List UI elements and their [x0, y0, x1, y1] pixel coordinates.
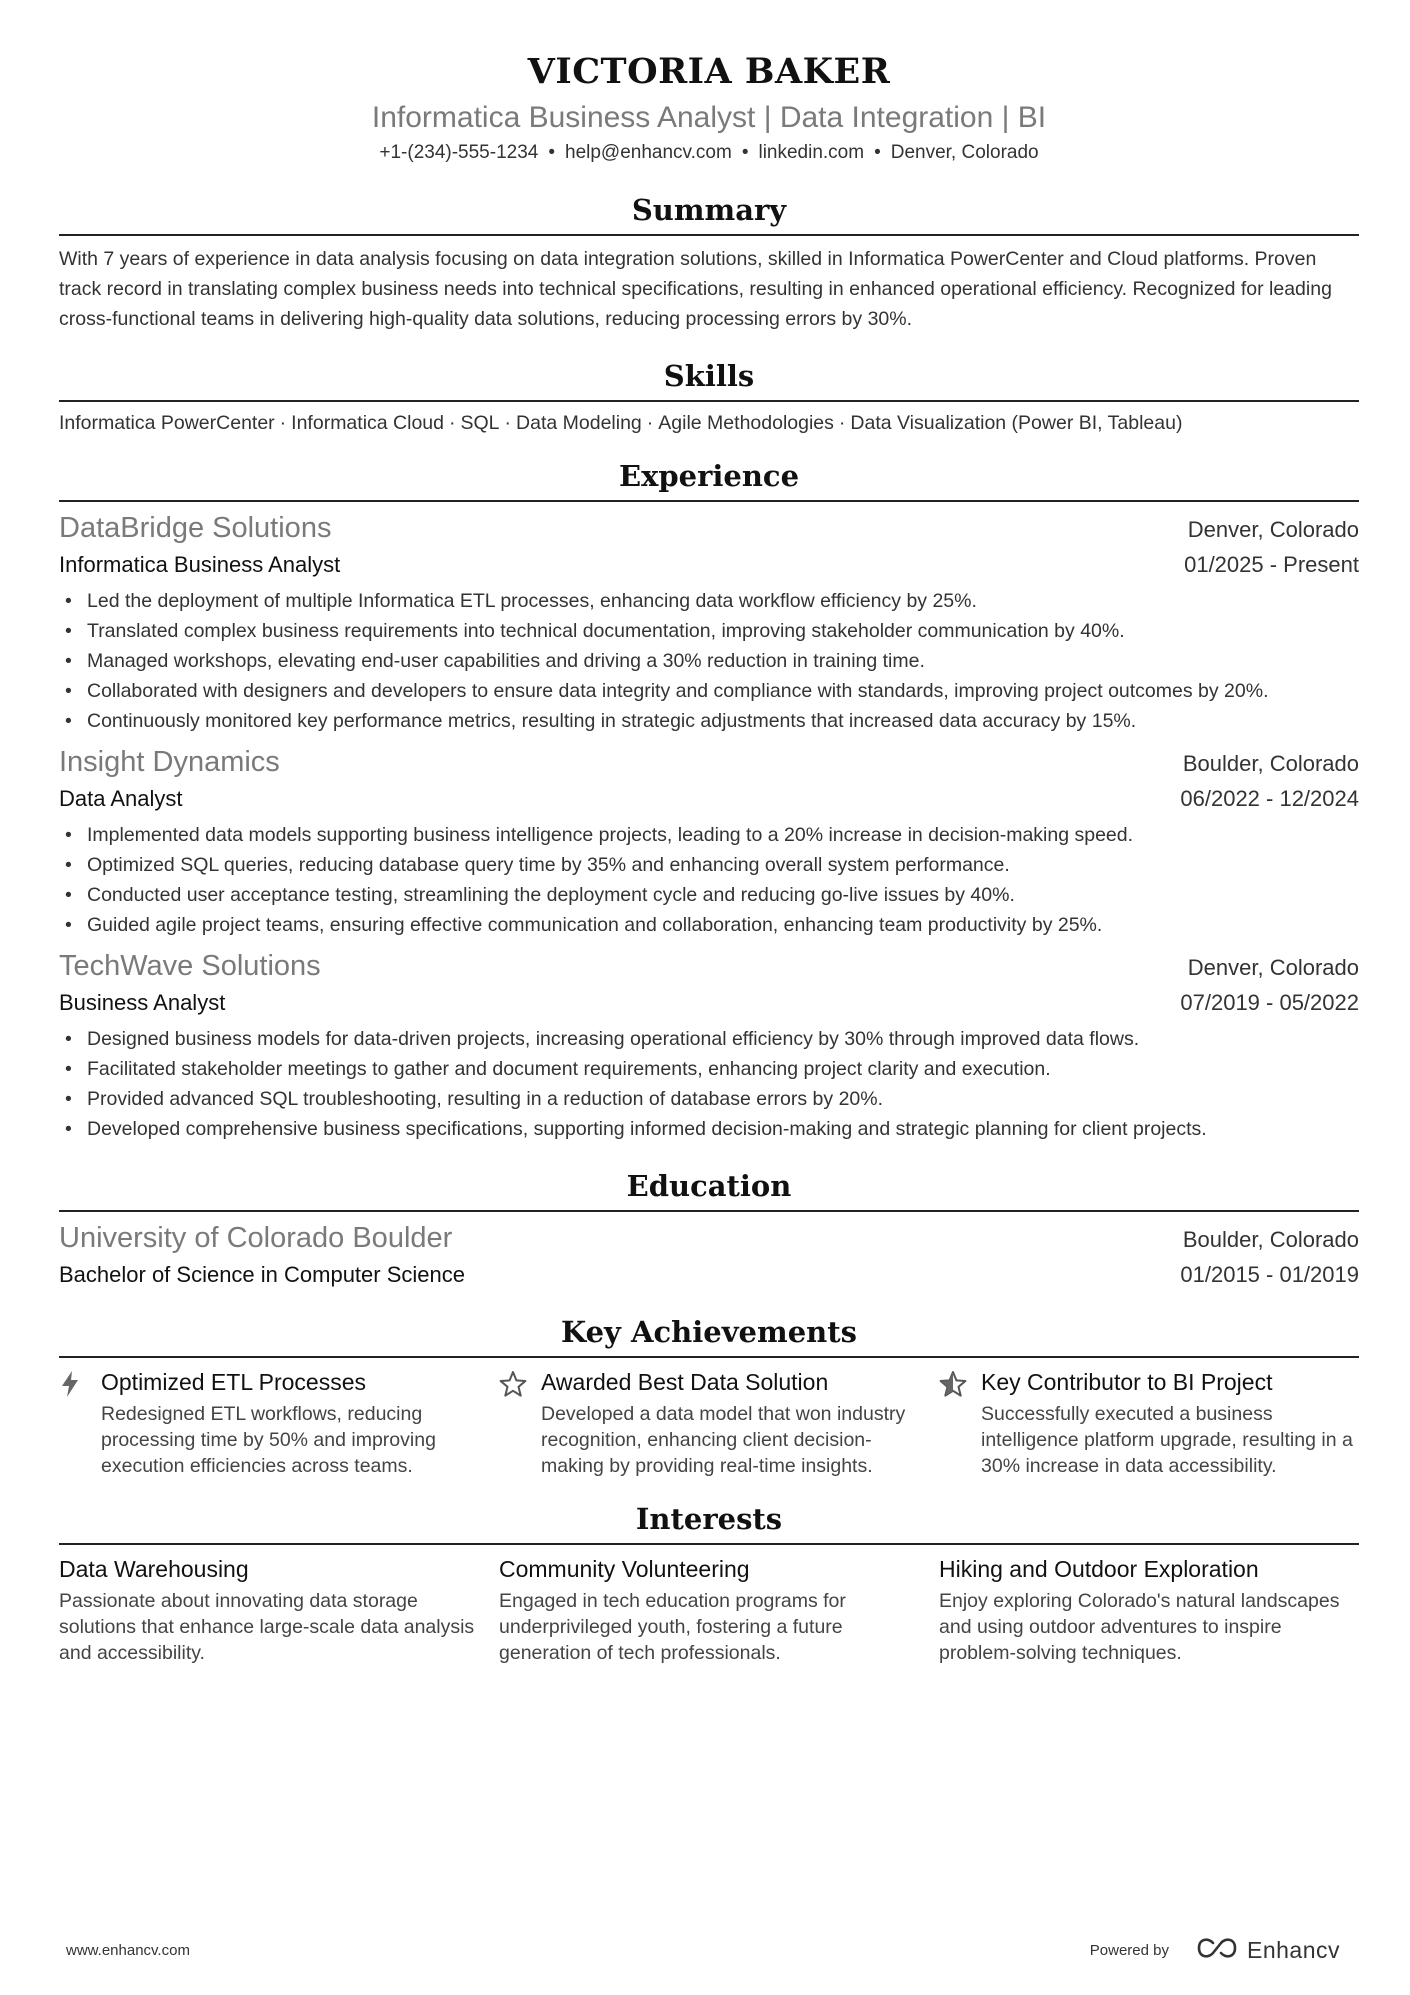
email-link[interactable]: help@enhancv.com — [565, 142, 732, 163]
achievements-section — [59, 1312, 1359, 1479]
interest-item — [59, 1553, 479, 1666]
job-location: Boulder, Colorado — [1182, 751, 1359, 776]
interests-section — [59, 1499, 1359, 1666]
interest-title: Community Volunteering — [499, 1556, 750, 1582]
phone: +1-(234)-555-1234 — [379, 142, 539, 163]
star-outline-icon — [499, 1366, 541, 1479]
interest-item — [939, 1553, 1359, 1666]
bullet-item: • Facilitated stakeholder meetings to gather and document requirements, enhancing project clarity and execution. — [59, 1054, 1359, 1084]
bullet-item: • Led the deployment of multiple Informatica ETL processes, enhancing data workflow efficiency by 25%. — [59, 586, 1359, 616]
job-entry — [59, 510, 1359, 736]
bullet-item: • Guided agile project teams, ensuring effective communication and collaboration, enhancing team productivity by 25%. — [59, 910, 1359, 940]
school-location: Boulder, Colorado — [1182, 1227, 1359, 1252]
interest-item — [499, 1553, 919, 1666]
bullet-item: • Collaborated with designers and developers to ensure data integrity and compliance with standards, improving project outcomes by 20%. — [59, 676, 1359, 706]
linkedin-link[interactable]: linkedin.com — [758, 142, 865, 163]
education-section — [59, 1166, 1359, 1292]
headline: Informatica Business Analyst | Data Integration | BI — [371, 101, 1047, 134]
brand-name: Enhancv — [1246, 1937, 1340, 1963]
powered-by-label: Powered by — [1089, 1942, 1169, 1959]
bullet-item: • Conducted user acceptance testing, streamlining the deployment cycle and reducing go-live issues by 40%. — [59, 880, 1359, 910]
degree: Bachelor of Science in Computer Science — [59, 1262, 465, 1287]
bullet-item: • Translated complex business requirements into technical documentation, improving stakeholder communication by 40%. — [59, 616, 1359, 646]
bullet-item: • Designed business models for data-driven projects, increasing operational efficiency by 30% through improved data flows. — [59, 1024, 1359, 1054]
bullet-item: • Developed comprehensive business specifications, supporting informed decision-making and strategic planning for client projects. — [59, 1114, 1359, 1144]
achievement-item — [939, 1366, 1359, 1479]
skill-item: Data Visualization (Power BI, Tableau) — [850, 412, 1183, 434]
experience-section — [59, 456, 1359, 1144]
company-name: Insight Dynamics — [59, 746, 280, 778]
interest-title: Hiking and Outdoor Exploration — [939, 1556, 1259, 1582]
interest-desc: Enjoy exploring Colorado's natural landscapes and using outdoor adventures to inspire problem-solving techniques. — [939, 1590, 1340, 1664]
job-title: Business Analyst — [59, 990, 226, 1015]
job-dates: 01/2025 - Present — [1184, 552, 1359, 577]
footer-url-link[interactable]: www.enhancv.com — [66, 1942, 190, 1959]
skills-list: Informatica PowerCenter · Informatica Cloud · SQL · Data Modeling · Agile Methodologies · Data Visualization (Power BI, Tableau) — [59, 412, 1183, 434]
separator-dot: • — [548, 142, 555, 163]
company-name: DataBridge Solutions — [59, 512, 332, 544]
section-title-skills: Skills — [59, 356, 1359, 402]
company-name: TechWave Solutions — [59, 950, 321, 982]
interest-title: Data Warehousing — [59, 1556, 249, 1582]
lightning-icon — [59, 1366, 101, 1479]
job-title: Informatica Business Analyst — [59, 552, 341, 577]
skill-item: Agile Methodologies — [658, 412, 834, 434]
skill-item: Informatica Cloud — [291, 412, 444, 434]
achievement-title: Awarded Best Data Solution — [541, 1369, 829, 1395]
achievement-title: Key Contributor to BI Project — [981, 1369, 1273, 1395]
job-location: Denver, Colorado — [1187, 955, 1359, 980]
bullet-item: • Optimized SQL queries, reducing database query time by 35% and enhancing overall system performance. — [59, 850, 1359, 880]
job-dates: 06/2022 - 12/2024 — [1180, 786, 1359, 811]
separator-dot: • — [874, 142, 881, 163]
candidate-name: VICTORIA BAKER — [527, 51, 891, 92]
job-dates: 07/2019 - 05/2022 — [1180, 990, 1359, 1015]
summary-section — [59, 190, 1359, 334]
section-title-education: Education — [59, 1166, 1359, 1212]
section-title-achievements: Key Achievements — [59, 1312, 1359, 1358]
section-title-experience: Experience — [59, 456, 1359, 502]
achievement-title: Optimized ETL Processes — [101, 1369, 367, 1395]
job-bullets — [59, 586, 1359, 736]
achievement-desc: Successfully executed a business intelligence platform upgrade, resulting in a 30% increase in data accessibility. — [981, 1403, 1353, 1477]
location: Denver, Colorado — [890, 142, 1039, 163]
skill-item: SQL — [460, 412, 500, 434]
achievement-item — [59, 1366, 479, 1479]
bullet-item: • Continuously monitored key performance metrics, resulting in strategic adjustments that increased data accuracy by 15%. — [59, 706, 1359, 736]
job-entry — [59, 744, 1359, 940]
job-entry — [59, 948, 1359, 1144]
bullet-item: • Managed workshops, elevating end-user capabilities and driving a 30% reduction in training time. — [59, 646, 1359, 676]
job-bullets — [59, 1024, 1359, 1144]
job-location: Denver, Colorado — [1187, 517, 1359, 542]
enhancv-logo-icon — [1195, 1937, 1239, 1964]
bullet-item: • Implemented data models supporting business intelligence projects, leading to a 20% increase in decision-making speed. — [59, 820, 1359, 850]
interest-desc: Engaged in tech education programs for underprivileged youth, fostering a future generation of tech professionals. — [499, 1590, 846, 1664]
education-dates: 01/2015 - 01/2019 — [1180, 1262, 1359, 1287]
resume-page — [59, 46, 1359, 1666]
school-name: University of Colorado Boulder — [59, 1222, 453, 1254]
section-title-summary: Summary — [59, 190, 1359, 236]
section-title-interests: Interests — [59, 1499, 1359, 1545]
achievement-desc: Developed a data model that won industry recognition, enhancing client decision-making by providing real-time insights. — [541, 1403, 906, 1477]
star-half-icon — [939, 1366, 981, 1479]
achievement-desc: Redesigned ETL workflows, reducing processing time by 50% and improving execution efficiencies across teams. — [101, 1403, 436, 1477]
job-title: Data Analyst — [59, 786, 183, 811]
education-entry — [59, 1220, 1359, 1292]
footer — [66, 1937, 1340, 1964]
interest-desc: Passionate about innovating data storage solutions that enhance large-scale data analysis and accessibility. — [59, 1590, 475, 1664]
skill-item: Informatica PowerCenter — [59, 412, 275, 434]
achievement-item — [499, 1366, 919, 1479]
job-bullets — [59, 820, 1359, 940]
separator-dot: • — [741, 142, 749, 163]
bullet-item: • Provided advanced SQL troubleshooting, resulting in a reduction of database errors by 20%. — [59, 1084, 1359, 1114]
skill-item: Data Modeling — [516, 412, 642, 434]
footer-branding — [1090, 1937, 1340, 1964]
contact-line — [59, 138, 1359, 168]
skills-section — [59, 356, 1359, 438]
summary-text: With 7 years of experience in data analysis focusing on data integration solutions, skilled in Informatica PowerCenter and Cloud platforms. Proven track record in translating complex business needs into technical specifications, resulting in enhanced operational efficiency. Recognized for leading cross-functional teams in delivering high-quality data solutions, reducing processing errors by 30%. — [59, 248, 1332, 330]
